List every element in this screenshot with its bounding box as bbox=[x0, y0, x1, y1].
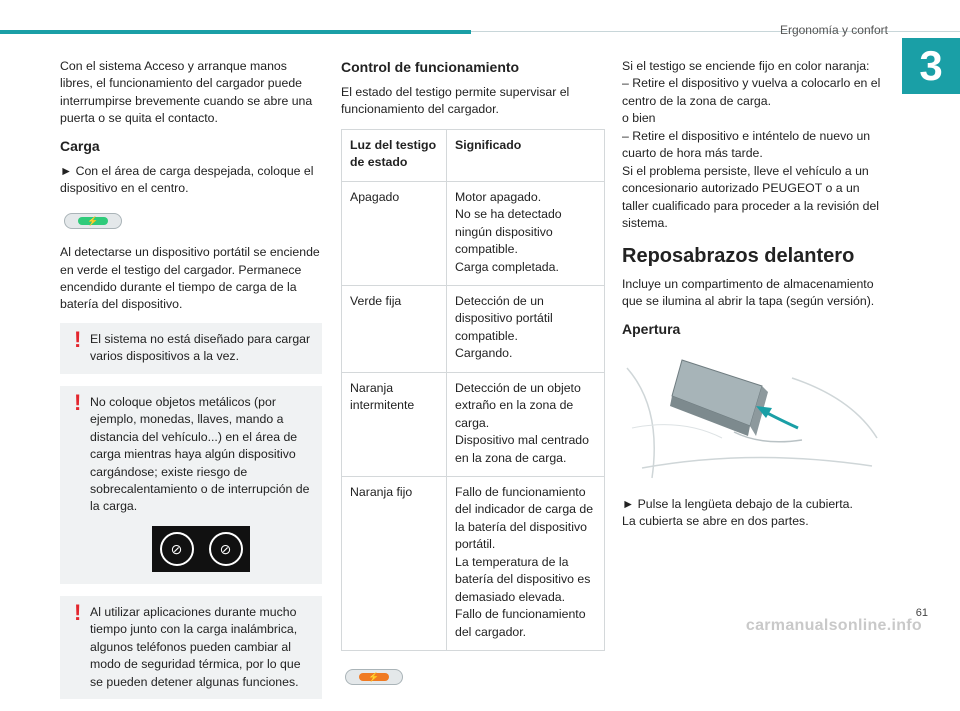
chapter-number: 3 bbox=[902, 38, 960, 94]
warning-text: Al utilizar aplicaciones durante mucho tiempo junto con la carga inalámbrica, algunos teléfonos pueden cambiar al modo de seguridad térmica, por lo que se pueden detener algunas funciones. bbox=[90, 604, 301, 689]
armrest-body: Incluye un compartimento de almacenamiento que se ilumina al abrir la tapa (según versión). bbox=[622, 276, 875, 309]
table-cell-meaning: Detección de un dispositivo portátil compatible. Cargando. bbox=[447, 285, 605, 372]
intro-paragraph: Con el sistema Acceso y arranque manos libres, el funcionamiento del cargador puede interrumpirse brevemente cuando se abre una puerta o se quita el contacto. bbox=[60, 59, 313, 126]
table-header: Significado bbox=[447, 129, 605, 181]
column-middle bbox=[341, 58, 605, 701]
armrest-heading: Reposabrazos delantero bbox=[622, 244, 855, 267]
table-cell-meaning: Motor apagado. No se ha detectado ningún dispositivo compatible. Carga completada. bbox=[447, 181, 605, 285]
watermark: carmanualsonline.info bbox=[745, 617, 922, 634]
control-intro: El estado del testigo permite supervisar el funcionamiento del cargador. bbox=[341, 84, 570, 117]
warning-icon: ! bbox=[74, 389, 82, 415]
armrest-opening-illustration bbox=[622, 348, 884, 484]
warning-box-multiple-devices bbox=[60, 323, 322, 374]
no-metal-objects-pictogram bbox=[152, 526, 250, 572]
warning-text: El sistema no está diseñado para cargar varios dispositivos a la vez. bbox=[90, 331, 311, 364]
table-row bbox=[342, 372, 605, 476]
table-header-row bbox=[342, 129, 605, 181]
green-charger-indicator-icon: ⚡ bbox=[64, 213, 122, 229]
table-cell-state: Naranja intermitente bbox=[342, 372, 447, 476]
header-accent-bar bbox=[0, 30, 471, 34]
column-left bbox=[60, 58, 322, 711]
column-right bbox=[622, 58, 884, 540]
no-coins-icon: ⊘ bbox=[209, 532, 243, 566]
table-row bbox=[342, 477, 605, 651]
section-title: Ergonomía y confort bbox=[779, 23, 888, 37]
no-keys-icon: ⊘ bbox=[160, 532, 194, 566]
table-cell-state: Apagado bbox=[342, 181, 447, 285]
warning-icon: ! bbox=[74, 326, 82, 352]
carga-body: Al detectarse un dispositivo portátil se enciende en verde el testigo del cargador. Permanece encendido durante el tiempo de carga de la batería del dispositivo. bbox=[60, 245, 320, 312]
table-cell-state: Naranja fijo bbox=[342, 477, 447, 651]
control-heading: Control de funcionamiento bbox=[341, 59, 520, 75]
table-row bbox=[342, 285, 605, 372]
warning-box-thermal-mode bbox=[60, 596, 322, 699]
table-cell-state: Verde fija bbox=[342, 285, 447, 372]
table-cell-meaning: Fallo de funcionamiento del indicador de carga de la batería del dispositivo portátil. La temperatura de la batería del dispositivo es demasiado elevada. Fallo de funcionamiento del cargador. bbox=[447, 477, 605, 651]
warning-icon: ! bbox=[74, 599, 82, 625]
orange-fixed-instructions: Si el testigo se enciende fijo en color naranja: – Retire el dispositivo y vuelva a colocarlo en el centro de la zona de carga. o bien – Retire el dispositivo e inténtelo de nuevo un cuarto de hora más tarde. Si el problema persiste, lleve el vehículo a un concesionario autorizado PEUGEOT o a un taller cualificado para proceder a la revisión del sistema. bbox=[622, 59, 881, 231]
apertura-heading: Apertura bbox=[622, 320, 681, 337]
status-table bbox=[341, 129, 605, 651]
apertura-step: ► Pulse la lengüeta debajo de la cubierta. La cubierta se abre en dos partes. bbox=[622, 496, 853, 529]
table-row bbox=[342, 181, 605, 285]
page-number: 61 bbox=[915, 607, 928, 619]
orange-charger-indicator-icon: ⚡ bbox=[345, 669, 403, 685]
warning-box-metal-objects bbox=[60, 386, 322, 584]
table-cell-meaning: Detección de un objeto extraño en la zona de carga. Dispositivo mal centrado en la zona de carga. bbox=[447, 372, 605, 476]
warning-text: No coloque objetos metálicos (por ejemplo, monedas, llaves, mando a distancia del vehículo...) en el área de carga mientras haya algún dispositivo cargándose; existe riesgo de sobrecalentamiento o de interrupción de la carga. bbox=[90, 394, 310, 514]
table-header: Luz del testigo de estado bbox=[342, 129, 447, 181]
carga-step: ► Con el área de carga despejada, coloque el dispositivo en el centro. bbox=[60, 163, 314, 196]
carga-heading: Carga bbox=[60, 137, 100, 154]
